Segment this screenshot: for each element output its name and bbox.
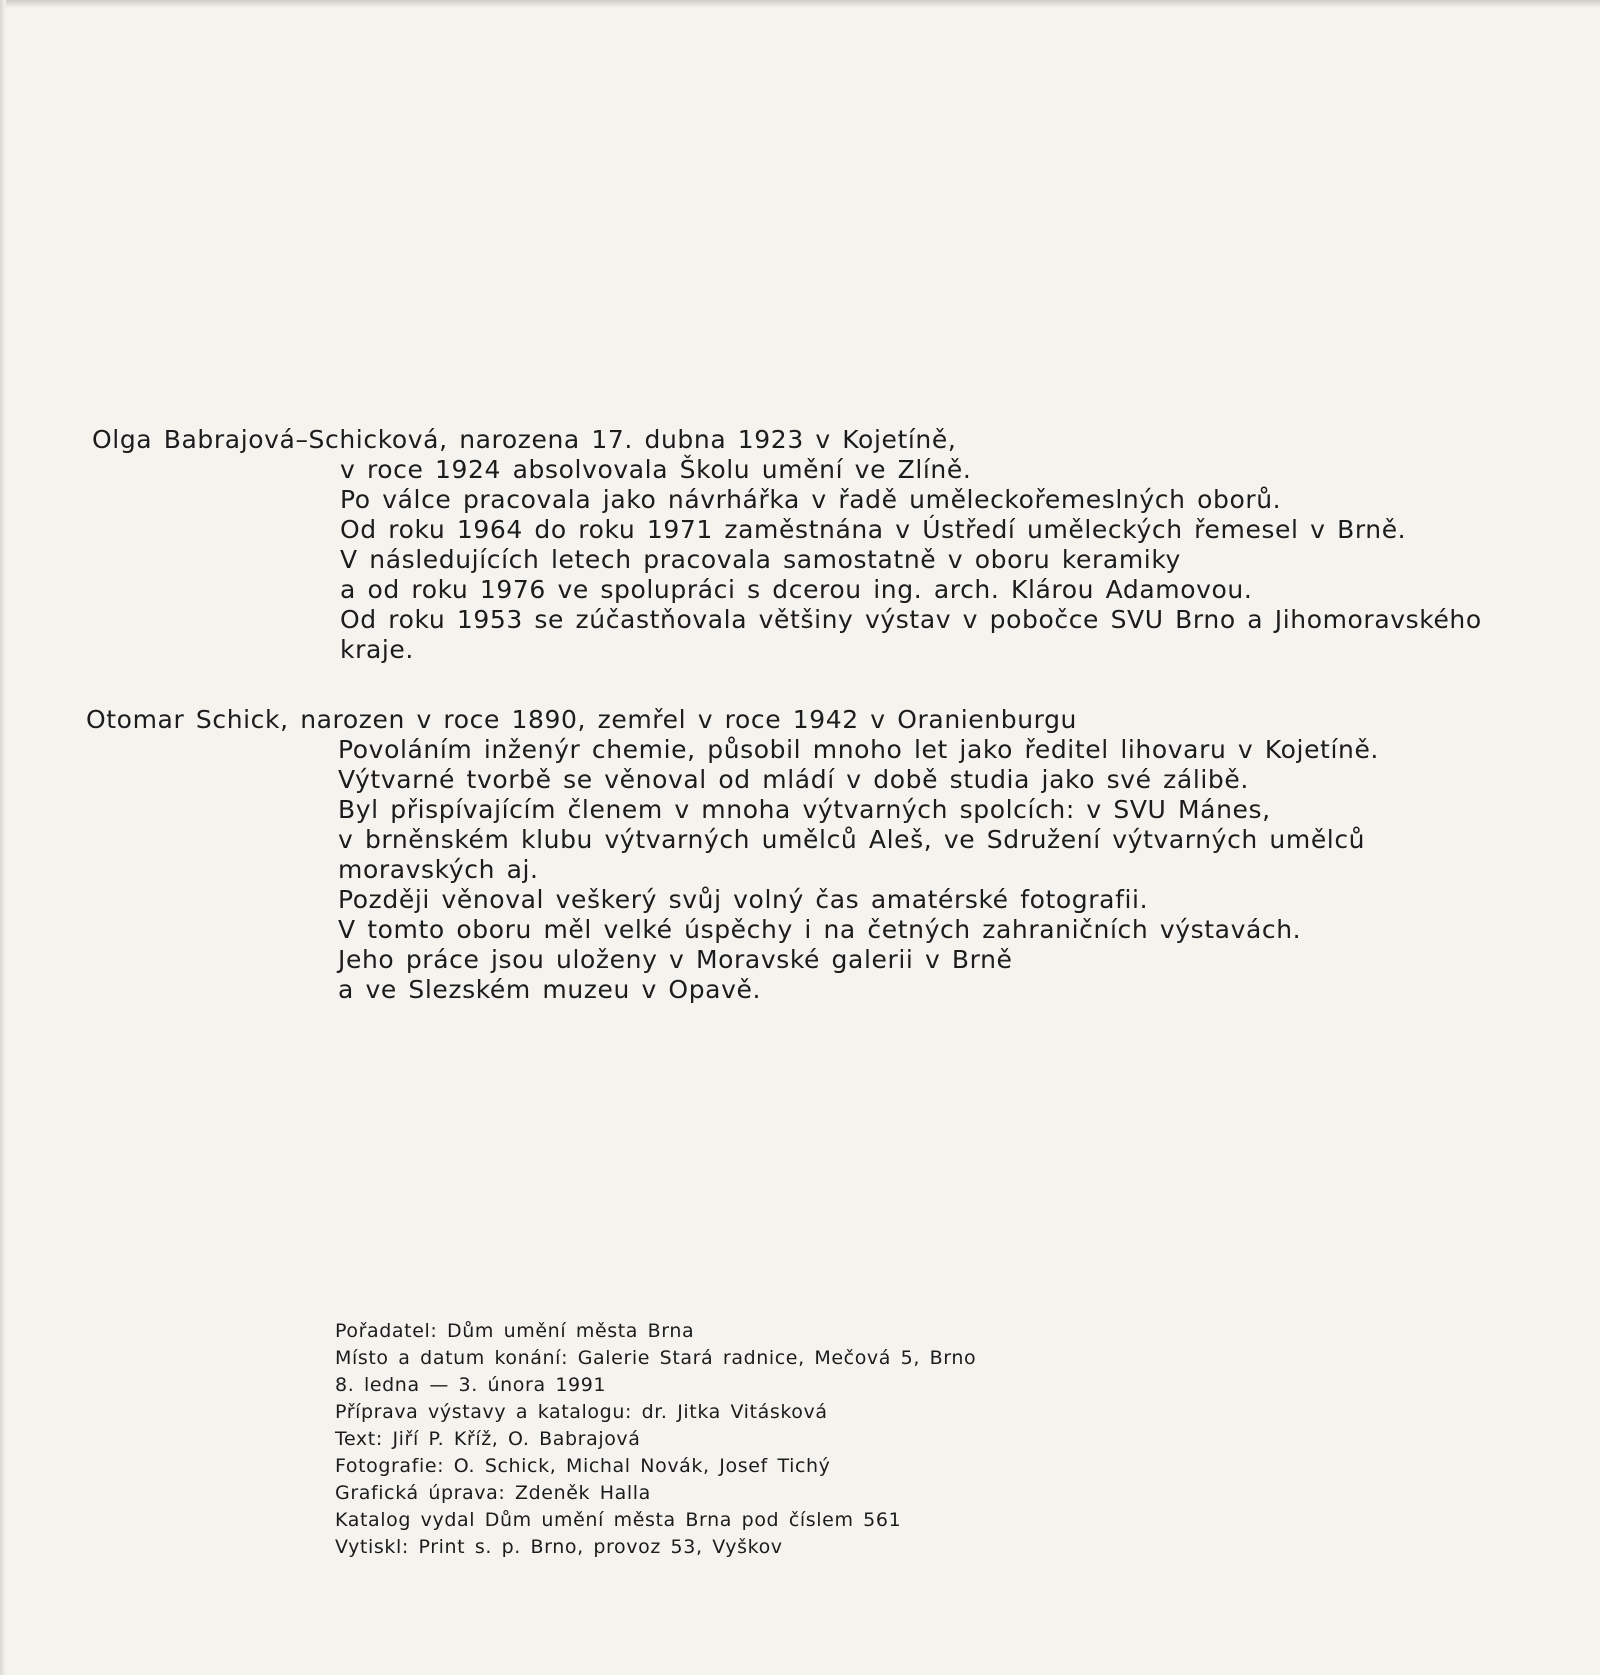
biography-body	[86, 735, 1379, 1005]
page-top-edge	[0, 0, 1600, 8]
biography-body	[92, 455, 1482, 665]
biography-lead: Olga Babrajová–Schicková, narozena 17. dubna 1923 v Kojetíně,	[92, 425, 957, 454]
credit-line-design: Grafická úprava: Zdeněk Halla	[335, 1482, 651, 1504]
biography-olga-babrajova	[92, 425, 1482, 665]
credit-line-curation: Příprava výstavy a katalogu: dr. Jitka Vitásková	[335, 1401, 828, 1423]
biography-line: Později věnoval veškerý svůj volný čas amatérské fotografii.	[338, 885, 1149, 914]
biography-line: Jeho práce jsou uloženy v Moravské galerii v Brně	[338, 945, 1013, 974]
credit-line-venue: Místo a datum konání: Galerie Stará radnice, Mečová 5, Brno	[335, 1347, 977, 1369]
page-left-edge	[0, 0, 6, 1675]
biography-line: Od roku 1964 do roku 1971 zaměstnána v Ústředí uměleckých řemesel v Brně.	[340, 515, 1407, 544]
biography-line: V následujících letech pracovala samostatně v oboru keramiky	[340, 545, 1181, 574]
biography-line: a od roku 1976 ve spolupráci s dcerou ing. arch. Klárou Adamovou.	[340, 575, 1253, 604]
biography-line: moravských aj.	[338, 855, 539, 884]
biography-line: Výtvarné tvorbě se věnoval od mládí v době studia jako své zálibě.	[338, 765, 1249, 794]
biography-line: Po válce pracovala jako návrhářka v řadě uměleckořemeslných oborů.	[340, 485, 1282, 514]
biography-line: Od roku 1953 se zúčastňovala většiny výstav v pobočce SVU Brno a Jihomoravského	[340, 605, 1482, 634]
credit-line-publisher: Katalog vydal Dům umění města Brna pod číslem 561	[335, 1509, 902, 1531]
biography-line: v roce 1924 absolvovala Školu umění ve Zlíně.	[340, 455, 972, 484]
biography-otomar-schick	[86, 705, 1379, 1005]
biography-line: kraje.	[340, 635, 414, 664]
biography-line: V tomto oboru měl velké úspěchy i na četných zahraničních výstavách.	[338, 915, 1302, 944]
credit-line-dates: 8. ledna — 3. února 1991	[335, 1374, 607, 1396]
biography-line: Byl přispívajícím členem v mnoha výtvarných spolcích: v SVU Mánes,	[338, 795, 1271, 824]
biography-lead: Otomar Schick, narozen v roce 1890, zemřel v roce 1942 v Oranienburgu	[86, 705, 1078, 734]
credit-line-printer: Vytiskl: Print s. p. Brno, provoz 53, Vyškov	[335, 1536, 783, 1558]
biography-line: Povoláním inženýr chemie, působil mnoho let jako ředitel lihovaru v Kojetíně.	[338, 735, 1379, 764]
credit-line-organizer: Pořadatel: Dům umění města Brna	[335, 1320, 695, 1342]
biography-line: a ve Slezském muzeu v Opavě.	[338, 975, 762, 1004]
colophon-credits	[335, 1318, 976, 1561]
biography-line: v brněnském klubu výtvarných umělců Aleš, ve Sdružení výtvarných umělců	[338, 825, 1366, 854]
credit-line-photography: Fotografie: O. Schick, Michal Novák, Josef Tichý	[335, 1455, 831, 1477]
credit-line-text: Text: Jiří P. Kříž, O. Babrajová	[335, 1428, 641, 1450]
